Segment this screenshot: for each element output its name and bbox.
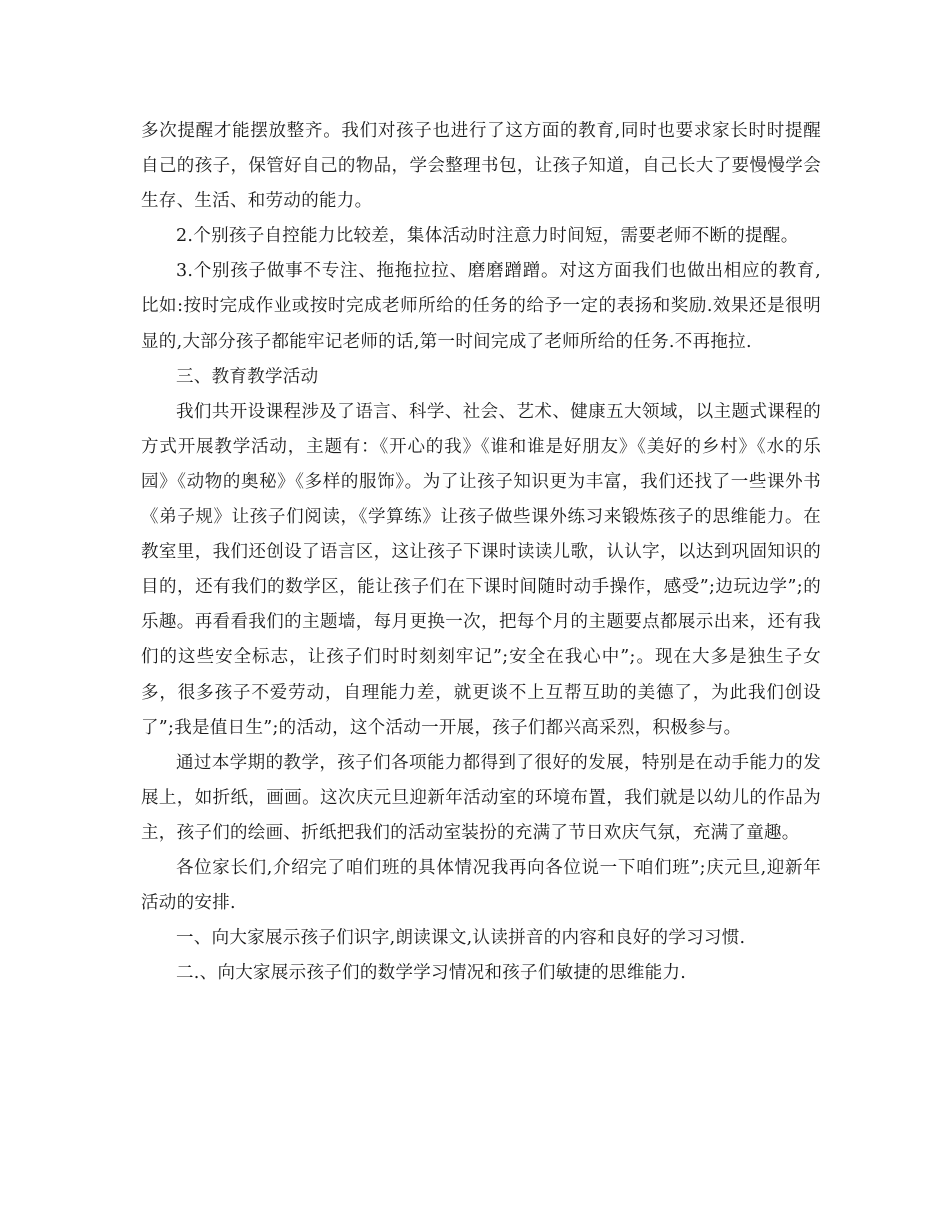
paragraph-item-3: 3.个别孩子做事不专注、拖拖拉拉、磨磨蹭蹭。对这方面我们也做出相应的教育,比如:按时完成作业或按时完成老师所给的任务的给予一定的表扬和奖励.效果还是很明显的,大部分孩子都能牢记老师的话,第一时间完成了老师所给的任务.不再拖拉.	[141, 261, 821, 352]
document-page	[141, 114, 821, 991]
list-item-two: 二.、向大家展示孩子们的数学学习情况和孩子们敏捷的思维能力.	[176, 963, 687, 984]
paragraph-curriculum: 我们共开设课程涉及了语言、科学、社会、艺术、健康五大领域，以主题式课程的方式开展教学活动，主题有：《开心的我》《谁和谁是好朋友》《美好的乡村》《水的乐园》《动物的奥秘》《多样的服饰》。为了让孩子知识更为丰富，我们还找了一些课外书《弟子规》让孩子们阅读，《学算练》让孩子做些课外练习来锻炼孩子的思维能力。在教室里，我们还创设了语言区，这让孩子下课时读读儿歌，认认字，以达到巩固知识的目的，还有我们的数学区，能让孩子们在下课时间随时动手操作，感受”;边玩边学”;的乐趣。再看看我们的主题墙，每月更换一次，把每个月的主题要点都展示出来，还有我们的这些安全标志，让孩子们时时刻刻牢记”;安全在我心中”;。现在大多是独生子女多，很多孩子不爱劳动，自理能力差，就更谈不上互帮互助的美德了，为此我们创设了”;我是值日生”;的活动，这个活动一开展，孩子们都兴高采烈，积极参与。	[141, 401, 821, 738]
paragraph-parents-address: 各位家长们,介绍完了咱们班的具体情况我再向各位说一下咱们班”;庆元旦,迎新年活动的安排.	[141, 857, 821, 914]
paragraph-item-2: 2.个别孩子自控能力比较差，集体活动时注意力时间短，需要老师不断的提醒。	[176, 226, 799, 247]
section-heading: 三、教育教学活动	[176, 366, 319, 387]
list-item-one: 一、向大家展示孩子们识字,朗读课文,认读拼音的内容和良好的学习习惯.	[176, 928, 746, 949]
paragraph-development: 通过本学期的教学，孩子们各项能力都得到了很好的发展，特别是在动手能力的发展上，如折纸，画画。这次庆元旦迎新年活动室的环境布置，我们就是以幼儿的作品为主，孩子们的绘画、折纸把我们的活动室装扮的充满了节日欢庆气氛，充满了童趣。	[141, 752, 821, 843]
paragraph-continued: 多次提醒才能摆放整齐。我们对孩子也进行了这方面的教育,同时也要求家长时时提醒自己的孩子，保管好自己的物品，学会整理书包，让孩子知道，自己长大了要慢慢学会生存、生活、和劳动的能力。	[141, 121, 821, 212]
